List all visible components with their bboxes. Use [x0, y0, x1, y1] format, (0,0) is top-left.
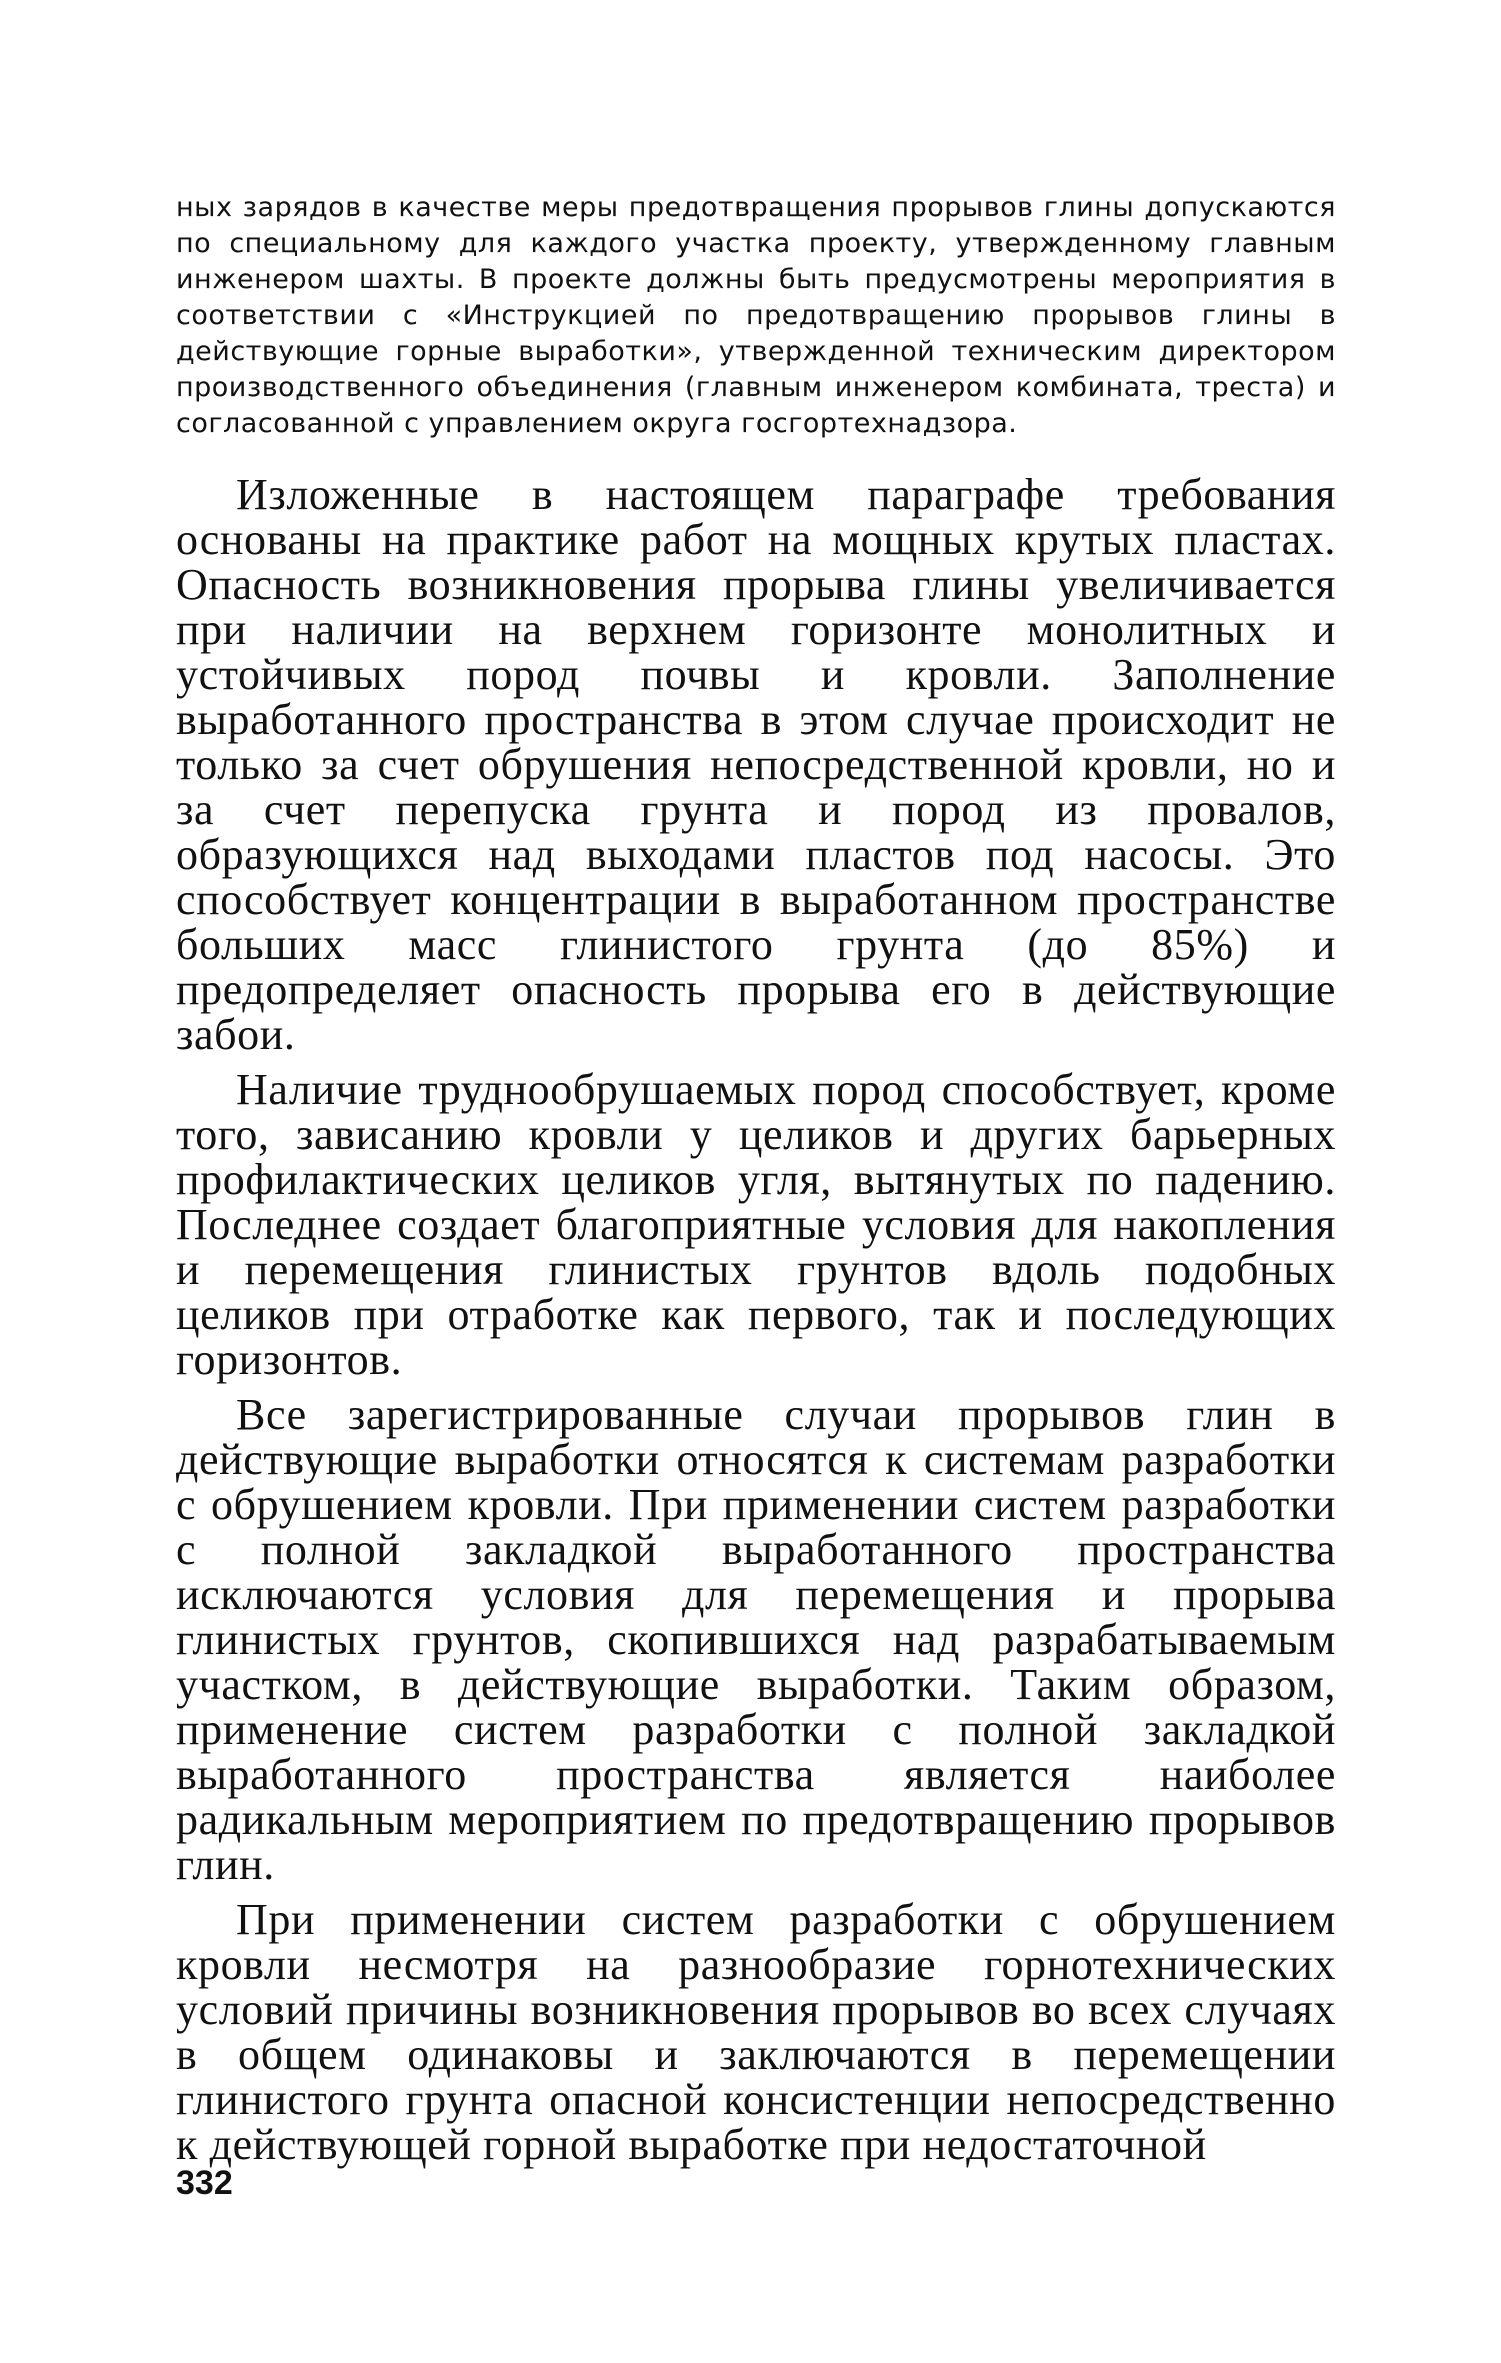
- page-number: 332: [176, 2164, 233, 2202]
- note-text: ных зарядов в качестве меры предотвращения прорывов глины допускаются по специальному для каждого участка проекту, утвержденному главным инженером шахты. В проекте должны быть предусмотрены мероприятия в соответствии с «Инструкцией по предотвращению прорывов глины в действующие горные выработки», утвержденной техническим директором производственного объединения (главным инженером комбината, треста) и согласованной с управлением округа госгортехнадзора.: [176, 192, 1336, 439]
- page-content: [176, 190, 1336, 2177]
- paragraph-1: Изложенные в настоящем параграфе требования основаны на практике работ на мощных крутых пластах. Опасность возникновения прорыва глины увеличивается при наличии на верхнем горизонте монолитных и устойчивых пород почвы и кровли. Заполнение выработанного пространства в этом случае происходит не только за счет обрушения непосредственной кровли, но и за счет перепуска грунта и пород из провалов, образующихся над выходами пластов под насосы. Это способствует концентрации в выработанном пространстве больших масс глинистого грунта (до 85%) и предопределяет опасность прорыва его в действующие забои.: [176, 470, 1336, 1059]
- paragraph-4: При применении систем разработки с обрушением кровли несмотря на разнообразие горнотехнических условий причины возникновения прорывов во всех случаях в общем одинаковы и заключаются в перемещении глинистого грунта опасной консистенции непосредственно к действующей горной выработке при недостаточной: [176, 1895, 1336, 2169]
- paragraph-2: Наличие труднообрушаемых пород способствует, кроме того, зависанию кровли у целиков и других барьерных профилактических целиков угля, вытянутых по падению. Последнее создает благоприятные условия для накопления и перемещения глинистых грунтов вдоль подобных целиков при отработке как первого, так и последующих горизонтов.: [176, 1065, 1336, 1384]
- paragraph-3: Все зарегистрированные случаи прорывов глин в действующие выработки относятся к системам разработки с обрушением кровли. При применении систем разработки с полной закладкой выработанного пространства исключаются условия для перемещения и прорыва глинистых грунтов, скопившихся над разрабатываемым участком, в действующие выработки. Таким образом, применение систем разработки с полной закладкой выработанного пространства является наиболее радикальным мероприятием по предотвращению прорывов глин.: [176, 1390, 1336, 1889]
